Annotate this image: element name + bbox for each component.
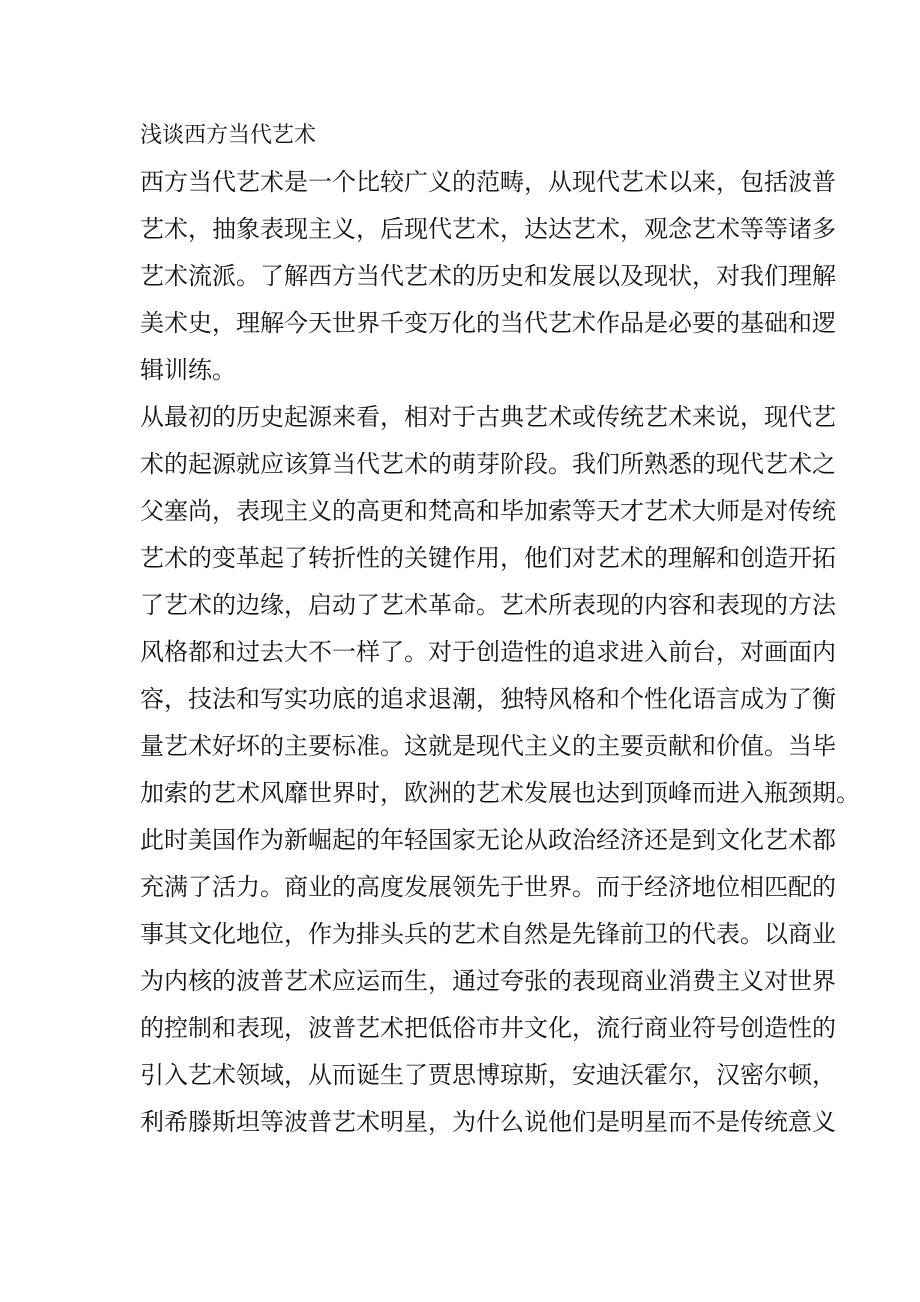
- paragraph-line: 利希滕斯坦等波普艺术明星，为什么说他们是明星而不是传统意义: [140, 1108, 836, 1136]
- paragraph-line: 加索的艺术风靡世界时，欧洲的艺术发展也达到顶峰而进入瓶颈期。: [140, 779, 860, 807]
- paragraph-line: 美术史，理解今天世界千变万化的当代艺术作品是必要的基础和逻: [140, 309, 836, 337]
- paragraph-1: [140, 159, 836, 394]
- paragraph-line: 了艺术的边缘，启动了艺术革命。艺术所表现的内容和表现的方法: [140, 591, 836, 619]
- paragraph-line: 事其文化地位，作为排头兵的艺术自然是先锋前卫的代表。以商业: [140, 920, 836, 948]
- paragraph-line: 术的起源就应该算当代艺术的萌芽阶段。我们所熟悉的现代艺术之: [140, 450, 836, 478]
- paragraph-line: 量艺术好坏的主要标准。这就是现代主义的主要贡献和价值。当毕: [140, 732, 836, 760]
- paragraph-line: 从最初的历史起源来看，相对于古典艺术或传统艺术来说，现代艺: [140, 403, 836, 431]
- document-title: 浅谈西方当代艺术: [140, 123, 317, 148]
- paragraph-line: 艺术的变革起了转折性的关键作用，他们对艺术的理解和创造开拓: [140, 544, 836, 572]
- paragraph-line: 充满了活力。商业的高度发展领先于世界。而于经济地位相匹配的: [140, 873, 836, 901]
- document-body: [140, 112, 860, 1146]
- paragraph-line: 艺术，抽象表现主义，后现代艺术，达达艺术，观念艺术等等诸多: [140, 215, 836, 243]
- paragraph-line: 风格都和过去大不一样了。对于创造性的追求进入前台，对画面内: [140, 638, 836, 666]
- paragraph-line: 父塞尚，表现主义的高更和梵高和毕加索等天才艺术大师是对传统: [140, 497, 836, 525]
- paragraph-line: 的控制和表现，波普艺术把低俗市井文化，流行商业符号创造性的: [140, 1014, 836, 1042]
- paragraph-line: 容，技法和写实功底的追求退潮，独特风格和个性化语言成为了衡: [140, 685, 836, 713]
- paragraph-line: 艺术流派。了解西方当代艺术的历史和发展以及现状，对我们理解: [140, 262, 836, 290]
- paragraph-line: 辑训练。: [140, 356, 236, 384]
- paragraph-line: 西方当代艺术是一个比较广义的范畴，从现代艺术以来，包括波普: [140, 168, 836, 196]
- paragraph-line: 为内核的波普艺术应运而生，通过夸张的表现商业消费主义对世界: [140, 967, 836, 995]
- paragraph-2: [140, 394, 860, 1146]
- paragraph-line: 此时美国作为新崛起的年轻国家无论从政治经济还是到文化艺术都: [140, 826, 836, 854]
- paragraph-line: 引入艺术领域，从而诞生了贾思博琼斯，安迪沃霍尔，汉密尔顿，: [140, 1061, 836, 1089]
